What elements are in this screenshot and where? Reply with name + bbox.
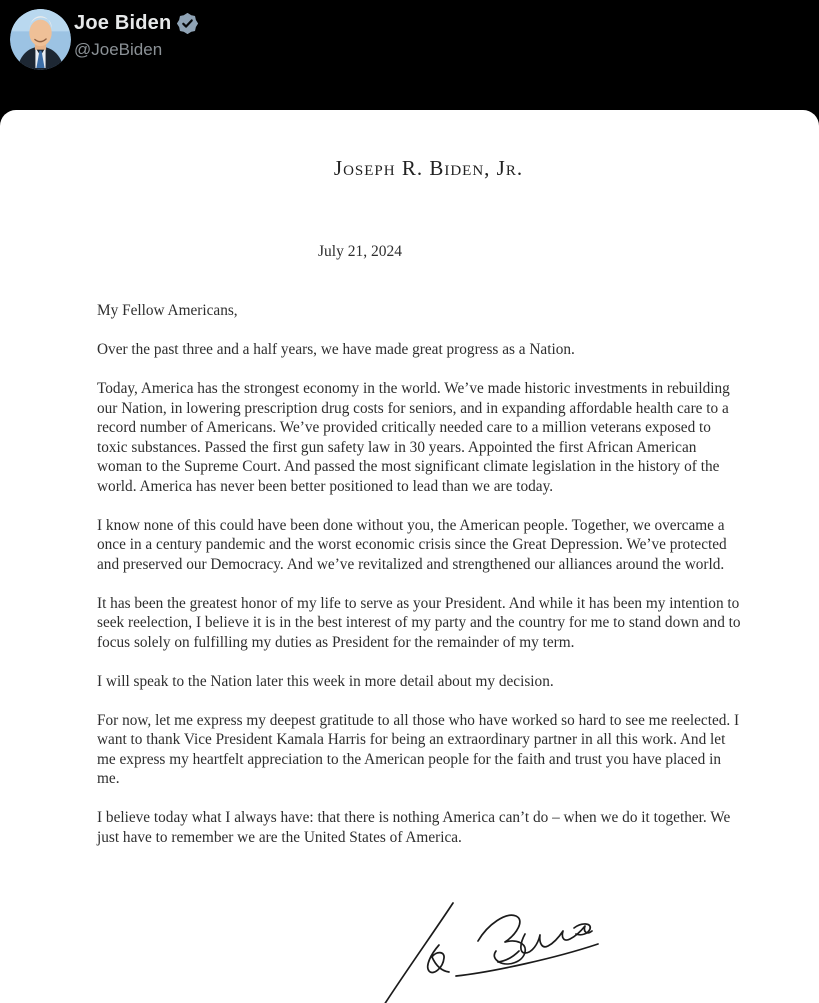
handle[interactable]: @JoeBiden	[74, 40, 163, 59]
letter-paragraph: It has been the greatest honor of my life to serve as your President. And while it has been my intention to seek reelection, I believe it is in the best interest of my party and the country for me to stand down and to focus solely on fulfilling my duties as President for the remainder of my term.	[97, 594, 741, 651]
salutation: My Fellow Americans,	[97, 302, 238, 319]
profile-photo	[10, 9, 71, 70]
letter-paragraph: I know none of this could have been done without you, the American people. Together, we overcame a once in a century pandemic and the worst economic crisis since the Great Depression. We’ve protected and preserved our Democracy. And we’ve revitalized and strengthened our alliances around the world.	[97, 516, 727, 573]
letter-paragraph: Over the past three and a half years, we have made great progress as a Nation.	[97, 341, 575, 358]
letterhead: Joseph R. Biden, Jr.	[333, 156, 524, 180]
identity-block	[74, 12, 198, 60]
display-name[interactable]: Joe Biden	[74, 12, 172, 34]
letter-paragraphs	[97, 340, 743, 847]
letter-paragraph: I believe today what I always have: that there is nothing America can’t do – when we do it together. We just have to remember we are the United States of America.	[97, 809, 731, 846]
letter-date: July 21, 2024	[318, 243, 402, 260]
letter-paragraph: I will speak to the Nation later this week in more detail about my decision.	[97, 672, 554, 690]
avatar[interactable]	[10, 9, 71, 70]
signature	[378, 898, 608, 1003]
letter-paragraph: Today, America has the strongest economy in the world. We’ve made historic investments in rebuilding our Nation, in lowering prescription drug costs for seniors, and in expanding affordable health care to a record number of Americans. We’ve provided critically needed care to a million veterans exposed to toxic substances. Passed the first gun safety law in 30 years. Appointed the first African American woman to the Supreme Court. And passed the most significant climate legislation in the history of the world. America has never been better positioned to lead than we are today.	[97, 380, 730, 495]
letter-paragraph: For now, let me express my deepest gratitude to all those who have worked so hard to see me reelected. I want to thank Vice President Kamala Harris for being an extraordinary partner in all this work. And let me express my heartfelt appreciation to the American people for the faith and trust you have placed in me.	[97, 711, 740, 787]
letter-image[interactable]	[0, 110, 819, 1003]
tweet-header	[0, 0, 819, 110]
verified-badge-icon	[177, 13, 198, 34]
letter-body	[0, 301, 819, 847]
